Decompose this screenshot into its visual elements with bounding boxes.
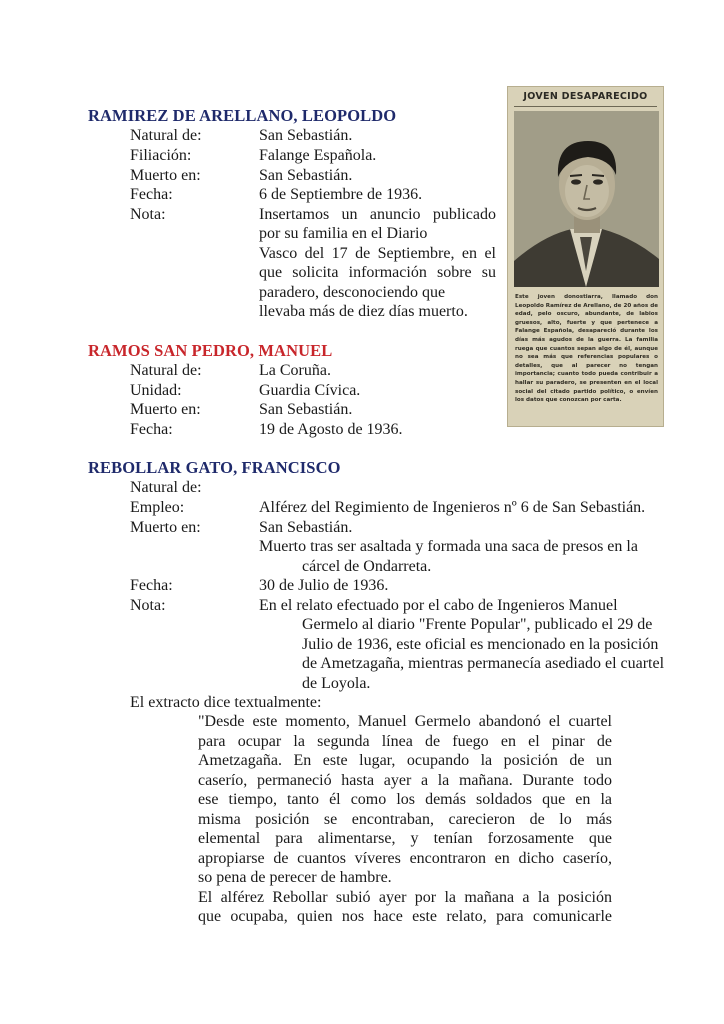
quote-line: apropiarse de cuantos víveres encontraron en dicho caserío, xyxy=(198,849,612,867)
note-text-line: por su familia en el Diario xyxy=(259,225,428,242)
note-text-line: que solicita información sobre su xyxy=(259,264,496,281)
field-value: San Sebastián. xyxy=(259,127,353,144)
clipping-body: Este joven donostiarra, llamado don Leopoldo Ramírez de Arellano, de 20 años de edad, pelo oscuro, abundante, de labios gruesos, alto, fuerte y que pertenece a Falange Española, desapareció durante los días más agudos de la guerra. La familia ruega que cuantos sepan algo de él, aunque no sea más que referencias populares o detalles, que al parecer no tengan importancia; cuanto todo pueda contribuir a hallar su paradero, se presenten en el local social del citado partido político, o envíen los datos que conozcan por carta. xyxy=(515,294,658,404)
field-value: 6 de Septiembre de 1936. xyxy=(259,186,423,203)
quote-line: caserío, permaneció hasta ayer a la mañana. Durante todo xyxy=(198,771,612,789)
quote-line: El alférez Rebollar subió ayer por la mañana a la posición xyxy=(198,888,612,906)
quote-line: misma posición se encontraban, carecieron de lo más xyxy=(198,810,612,828)
field-label: Fecha: xyxy=(130,186,173,203)
field-label: Natural de: xyxy=(130,127,202,144)
note-text-line: de Ametzagaña, mientras permanecía asediado el cuartel xyxy=(302,655,665,672)
field-value: Alférez del Regimiento de Ingenieros nº 6 de San Sebastián. xyxy=(259,499,646,516)
entry-title-rebollar: REBOLLAR GATO, FRANCISCO xyxy=(88,458,341,477)
field-value: 19 de Agosto de 1936. xyxy=(259,421,403,438)
field-label: Fecha: xyxy=(130,421,173,438)
field-label: Nota: xyxy=(130,597,166,614)
field-value: San Sebastián. xyxy=(259,167,353,184)
field-label: Nota: xyxy=(130,206,166,223)
field-label: Natural de: xyxy=(130,362,202,379)
quote-line: elemental para alimentarse, y tenían forzosamente que xyxy=(198,830,612,847)
quoted-extract xyxy=(198,712,612,927)
field-label: Fecha: xyxy=(130,577,173,594)
quote-line: ese tiempo, tanto él como los demás soldados que en la xyxy=(198,791,612,808)
clipping-headline: JOVEN DESAPARECIDO xyxy=(523,91,648,102)
quote-line: Ametzagaña. En este lugar, ocupando la posición de un xyxy=(198,752,612,769)
field-label: Muerto en: xyxy=(130,167,201,184)
note-text-line: En el relato efectuado por el cabo de Ingenieros Manuel xyxy=(259,597,618,614)
entry-title-ramirez: RAMIREZ DE ARELLANO, LEOPOLDO xyxy=(88,106,397,125)
note-text-line: paradero, desconociendo que xyxy=(259,284,446,301)
quote-line: so pena de perecer de hambre. xyxy=(198,869,392,886)
clipping-rule xyxy=(514,106,657,107)
field-value: La Coruña. xyxy=(259,362,331,379)
field-label: Muerto en: xyxy=(130,519,201,536)
entry-title-ramos: RAMOS SAN PEDRO, MANUEL xyxy=(88,341,333,360)
field-label: Filiación: xyxy=(130,147,192,164)
field-value: 30 de Julio de 1936. xyxy=(259,577,389,594)
note-text-line: de Loyola. xyxy=(302,675,371,692)
field-label: Muerto en: xyxy=(130,401,201,418)
note-text-line: Vasco del 17 de Septiembre, en el xyxy=(259,245,496,262)
field-value: San Sebastián. xyxy=(259,401,353,418)
note-text-line: Germelo al diario "Frente Popular", publicado el 29 de xyxy=(302,616,653,633)
field-label: Unidad: xyxy=(130,382,182,399)
note-text-line: llevaba más de diez días muerto. xyxy=(259,303,468,320)
note-text-line: Julio de 1936, este oficial es mencionado en la posición xyxy=(302,636,659,653)
newspaper-clipping xyxy=(507,86,664,427)
death-detail-line: Muerto tras ser asaltada y formada una saca de presos en la xyxy=(259,538,638,555)
field-value: San Sebastián. xyxy=(259,519,353,536)
extract-intro: El extracto dice textualmente: xyxy=(130,694,322,711)
note-text-line: Insertamos un anuncio publicado xyxy=(259,206,496,223)
field-value: Falange Española. xyxy=(259,147,377,164)
quote-line: "Desde este momento, Manuel Germelo abandonó el cuartel xyxy=(198,713,612,730)
field-label: Natural de: xyxy=(130,479,202,496)
field-label: Empleo: xyxy=(130,499,185,516)
portrait-photo-icon xyxy=(514,111,659,287)
field-value: Guardia Cívica. xyxy=(259,382,361,399)
quote-line: para ocupar la segunda línea de fuego en el pinar de xyxy=(198,732,612,750)
quote-line: que ocupaba, quien nos hace este relato, para comunicarle xyxy=(198,908,612,925)
death-detail-line: cárcel de Ondarreta. xyxy=(302,558,432,575)
